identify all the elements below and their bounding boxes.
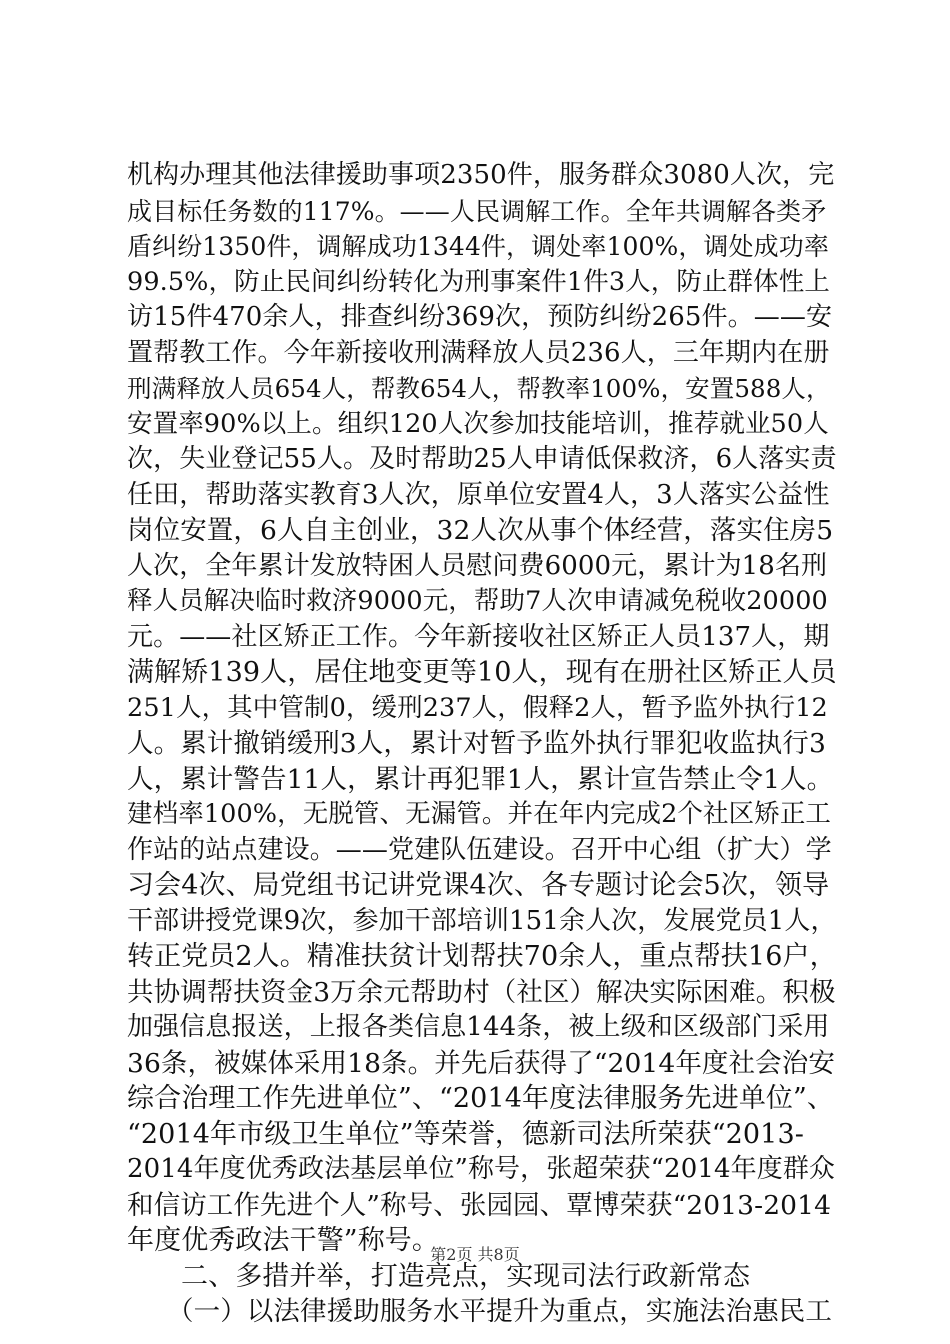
paragraph-line: 加强信息报送，上报各类信息144条，被上级和区级部门采用 [127,1012,830,1042]
paragraph-line: 安置率90%以上。组织120人次参加技能培训，推荐就业50人 [127,408,829,439]
paragraph-line: 转正党员2人。精准扶贫计划帮扶70余人，重点帮扶16户， [127,941,837,972]
paragraph-line: 岗位安置，6人自主创业，32人次从事个体经营，落实住房5 [127,515,834,546]
paragraph-line: “2014年市级卫生单位”等荣誉，德新司法所荣获“2013- [127,1118,804,1150]
paragraph-line: 作站的站点建设。——党建队伍建设。召开中心组（扩大）学 [127,834,832,865]
paragraph-line: 年度优秀政法干警”称号。 [127,1225,440,1256]
paragraph-line: 刑满释放人员654人，帮教654人，帮教率100%，安置588人， [127,374,831,403]
paragraph-line: 置帮教工作。今年新接收刑满释放人员236人，三年期内在册 [127,337,830,368]
section-heading: 二、多措并举，打造亮点，实现司法行政新常态 [181,1260,751,1292]
paragraph-line: 机构办理其他法律援助事项2350件，服务群众3080人次，完 [127,160,835,190]
document-body [127,158,837,1330]
paragraph-line: 建档率100%，无脱管、无漏管。并在年内完成2个社区矫正工 [127,799,832,829]
paragraph-line: 人次，全年累计发放特困人员慰问费6000元，累计为18名刑 [127,550,828,581]
paragraph-line: 习会4次、局党组书记讲党课4次、各专题讨论会5次，领导 [127,870,830,901]
paragraph-line: 任田，帮助落实教育3人次，原单位安置4人，3人落实公益性 [127,479,830,510]
paragraph-line: 和信访工作先进个人”称号、张园园、覃博荣获“2013-2014 [127,1189,832,1221]
paragraph-line: 盾纠纷1350件，调解成功1344件，调处率100%，调处成功率 [127,232,829,261]
paragraph-line: 2014年度优秀政法基层单位”称号，张超荣获“2014年度群众 [127,1154,836,1184]
paragraph-line: 次，失业登记55人。及时帮助25人申请低保救济，6人落实责 [127,444,837,474]
page-number-footer: 第2页 共8页 [430,1245,520,1264]
paragraph-line: 99.5%，防止民间纠纷转化为刑事案件1件3人，防止群体性上 [127,266,830,297]
paragraph-line: 人，累计警告11人，累计再犯罪1人，累计宣告禁止令1人。 [127,763,834,795]
paragraph-line: 访15件470余人，排查纠纷369次，预防纠纷265件。——安 [127,302,833,332]
paragraph-line: 综合治理工作先进单位”、“2014年度法律服务先进单位”、 [127,1083,835,1114]
paragraph-line: 251人，其中管制0，缓刑237人，假释2人，暂予监外执行12 [127,692,828,723]
paragraph-line: 释人员解决临时救济9000元，帮助7人次申请减免税收20000 [127,586,828,616]
paragraph-line: 成目标任务数的117%。——人民调解工作。全年共调解各类矛 [127,196,827,226]
paragraph-line: 人。累计撤销缓刑3人，累计对暂予监外执行罪犯收监执行3 [127,728,826,759]
subsection-heading: （一）以法律援助服务水平提升为重点，实施法治惠民工 [167,1296,832,1327]
paragraph-line: 元。——社区矫正工作。今年新接收社区矫正人员137人，期 [127,621,830,652]
paragraph-line: 干部讲授党课9次，参加干部培训151余人次，发展党员1人， [127,905,837,936]
paragraph-line: 36条，被媒体采用18条。并先后获得了“2014年度社会治安 [127,1047,835,1079]
paragraph-line: 满解矫139人，居住地变更等10人，现有在册社区矫正人员 [127,657,837,688]
paragraph-line: 共协调帮扶资金3万余元帮助村（社区）解决实际困难。积极 [127,976,836,1008]
